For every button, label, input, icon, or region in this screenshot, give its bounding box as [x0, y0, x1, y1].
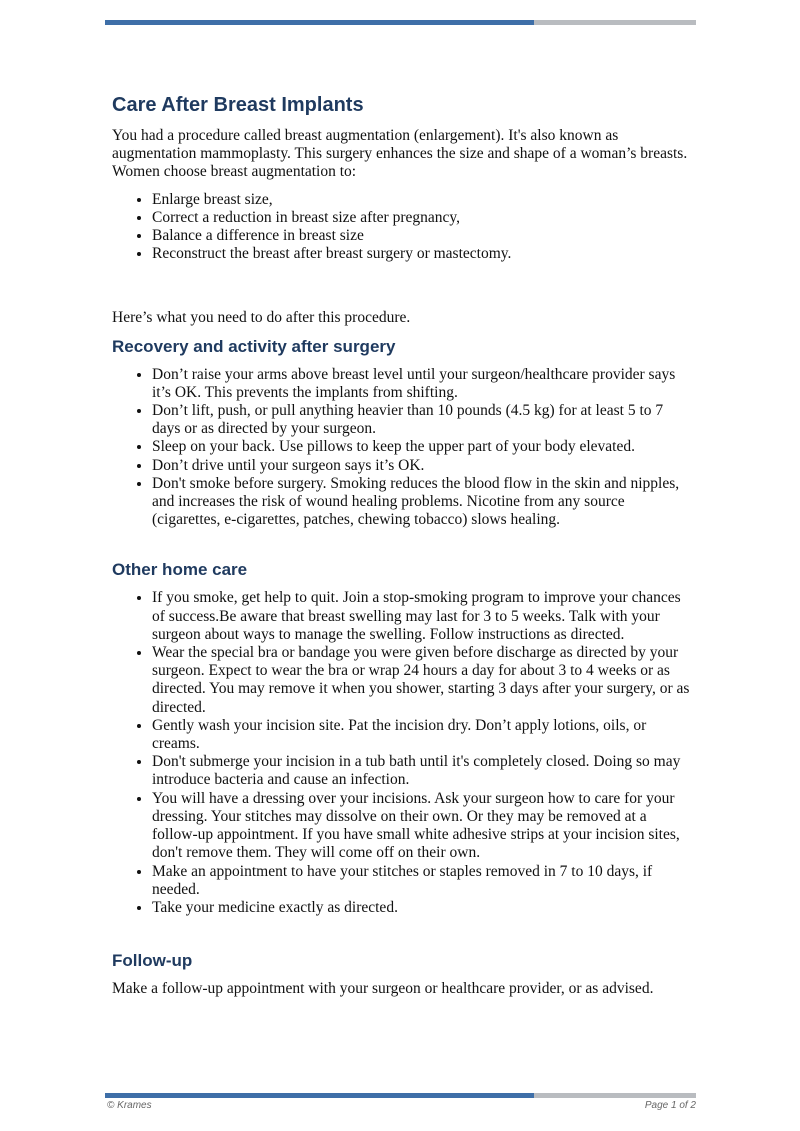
list-item: • Balance a difference in breast size: [152, 227, 692, 245]
list-item: • Don't smoke before surgery. Smoking reduces the blood flow in the skin and nipples, and increases the risk of wound healing problems. Nicotine from any source (cigarettes, e-cigarettes, patches, chewing tobacco) slows healing.: [152, 475, 692, 530]
page-title: Care After Breast Implants: [112, 94, 364, 116]
list-item: • Don't submerge your incision in a tub bath until it's completely closed. Doing so may introduce bacteria and cause an infection.: [152, 753, 692, 789]
list-item: • Make an appointment to have your stitches or staples removed in 7 to 10 days, if needed.: [152, 863, 692, 899]
home-care-heading: Other home care: [112, 560, 248, 580]
intro-paragraph: You had a procedure called breast augmentation (enlargement). It's also known as augmentation mammoplasty. This surgery enhances the size and shape of a woman’s breasts. Women choose breast augmentation to:: [112, 127, 688, 181]
reasons-list: [112, 191, 692, 264]
bottom-bar-secondary-segment: [534, 1093, 696, 1098]
bottom-bar-primary-segment: [105, 1093, 534, 1098]
list-item: • Sleep on your back. Use pillows to keep the upper part of your body elevated.: [152, 438, 692, 456]
bottom-accent-bar: [105, 1093, 696, 1098]
list-item: • Gently wash your incision site. Pat the incision dry. Don’t apply lotions, oils, or creams.: [152, 717, 692, 753]
lead-paragraph: Here’s what you need to do after this procedure.: [112, 309, 411, 327]
list-item: • Correct a reduction in breast size after pregnancy,: [152, 209, 692, 227]
list-item: • Wear the special bra or bandage you were given before discharge as directed by your surgeon. Expect to wear the bra or wrap 24 hours a day for about 3 to 4 weeks or as directed. You may remove it when you shower, starting 3 days after your surgery, or as directed.: [152, 644, 692, 717]
list-item: • Don’t lift, push, or pull anything heavier than 10 pounds (4.5 kg) for at least 5 to 7 days or as directed by your surgeon.: [152, 402, 692, 438]
top-accent-bar: [105, 20, 696, 25]
list-item: • Enlarge breast size,: [152, 191, 692, 209]
home-care-list: [112, 589, 692, 917]
page-number: Page 1 of 2: [644, 1100, 696, 1111]
top-bar-secondary-segment: [534, 20, 696, 25]
recovery-list: [112, 366, 692, 530]
follow-up-paragraph: Make a follow-up appointment with your surgeon or healthcare provider, or as advised.: [112, 980, 654, 998]
top-bar-primary-segment: [105, 20, 534, 25]
list-item: • Take your medicine exactly as directed.: [152, 899, 692, 917]
list-item: • If you smoke, get help to quit. Join a stop-smoking program to improve your chances of success.Be aware that breast swelling may last for 3 to 5 weeks. Talk with your surgeon about ways to manage the swelling. Follow instructions as directed.: [152, 589, 692, 644]
copyright-text: © Krames: [107, 1100, 152, 1111]
follow-up-heading: Follow-up: [112, 951, 193, 971]
list-item: • You will have a dressing over your incisions. Ask your surgeon how to care for your dressing. Your stitches may dissolve on their own. Or they may be removed at a follow-up appointment. If you have small white adhesive strips at your incision sites, don't remove them. They will come off on their own.: [152, 790, 692, 863]
recovery-heading: Recovery and activity after surgery: [112, 336, 396, 356]
list-item: • Don’t raise your arms above breast level until your surgeon/healthcare provider says it’s OK. This prevents the implants from shifting.: [152, 366, 692, 402]
list-item: • Reconstruct the breast after breast surgery or mastectomy.: [152, 245, 692, 263]
list-item: • Don’t drive until your surgeon says it’s OK.: [152, 457, 692, 475]
document-body: [112, 92, 692, 998]
